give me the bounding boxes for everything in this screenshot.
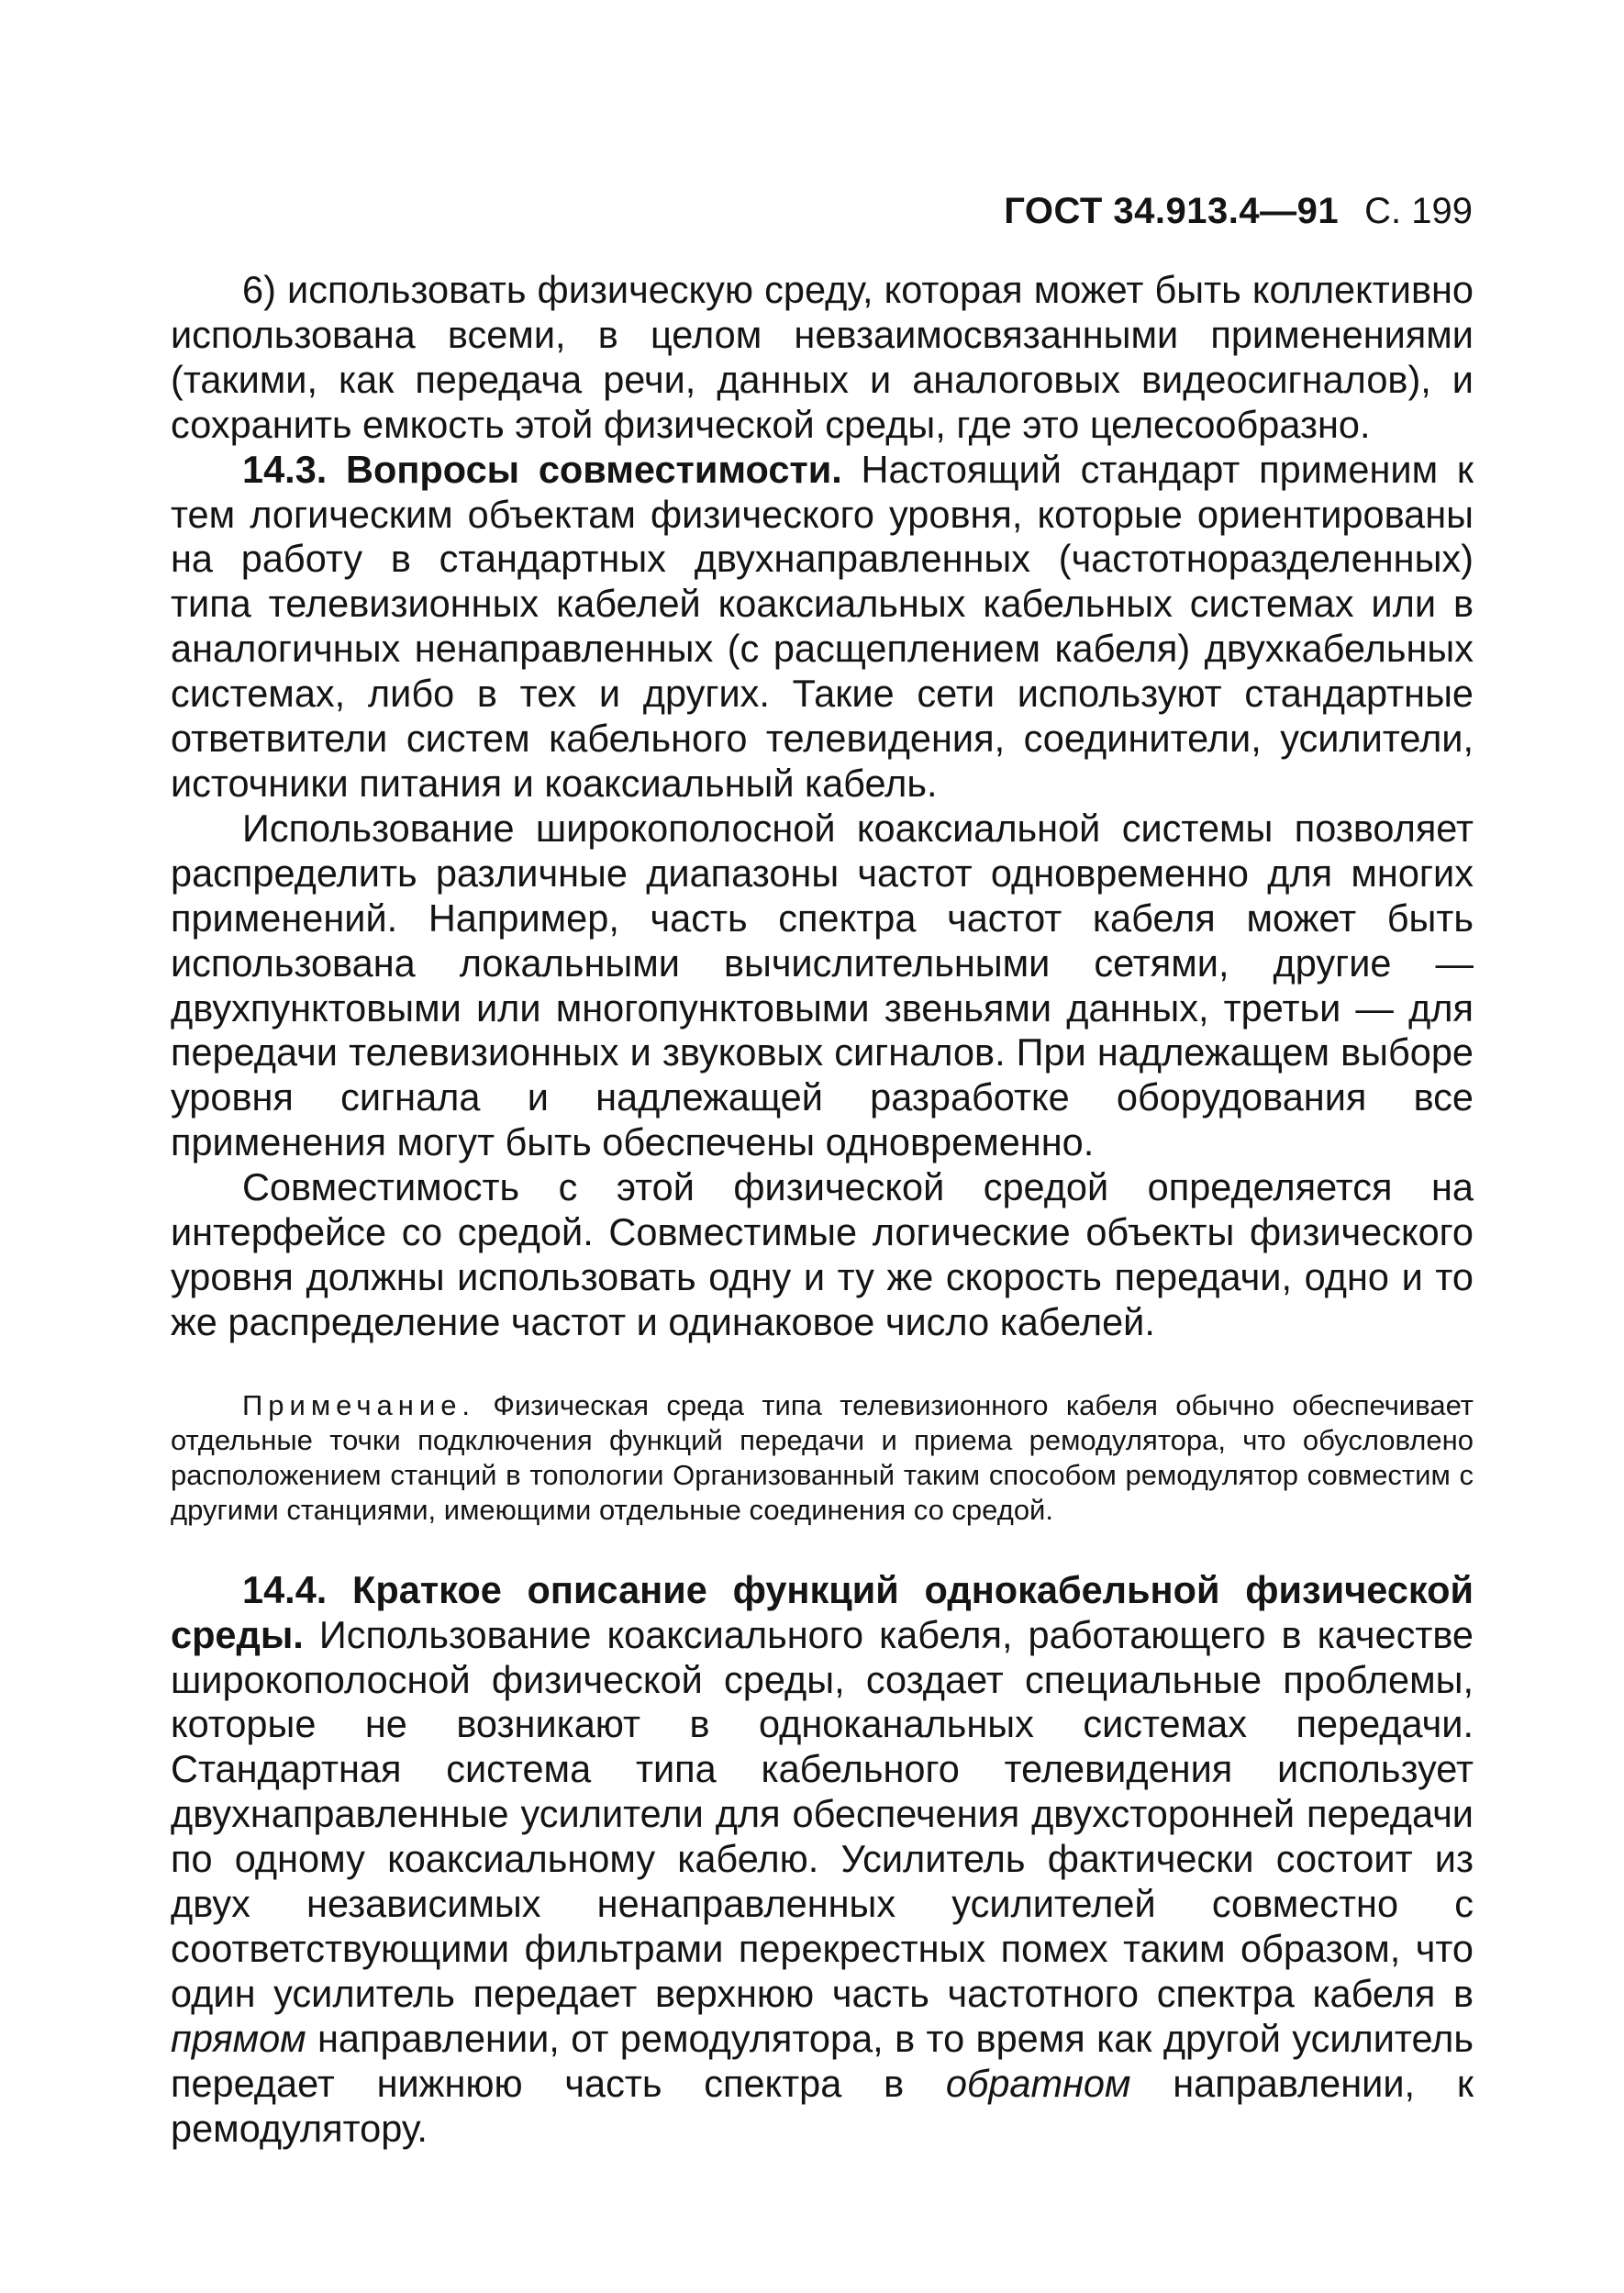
section-text-14-4-c: направлении, к ремодулятору. [171, 2061, 1474, 2150]
section-text-14-4-a: Использование коаксиального кабеля, работающего в качестве широкополосной физической среды, создает специальные проблемы, которые не возникают в одноканальных системах передачи. Стандартная система типа кабельного телевидения использует двухнаправленные усилители для обеспечения двухсторонней передачи по одному коаксиальному кабелю. Усилитель фактически состоит из двух независимых ненаправленных усилителей совместно с соответствующими фильтрами перекрестных помех таким образом, что один усилитель передает верхнюю часть частотного спектра кабеля в [171, 1612, 1474, 2015]
document-body [171, 268, 1474, 2152]
emphasis-reverse: обратном [945, 2061, 1131, 2105]
section-heading-14-4: 14.4. Краткое описание функций однокабельной физической среды. [171, 1567, 1474, 1656]
note-text: Физическая среда типа телевизионного кабеля обычно обеспечивает отдельные точки подключения функций передачи и приема ремодулятора, что обусловлено расположением станций в топологии Организованный таким способом ремодулятор совместим с другими станциями, имеющими отдельные соединения со средой. [171, 1388, 1474, 1526]
standard-number: ГОСТ 34.913.4—91 [1004, 191, 1340, 231]
emphasis-forward: прямом [171, 2016, 306, 2060]
note [171, 1388, 1474, 1528]
page-number: С. 199 [1364, 191, 1473, 231]
paragraph-14-4 [171, 1568, 1474, 2152]
section-heading-14-3: 14.3. Вопросы совместимости. [242, 447, 842, 491]
paragraph-14-3 [171, 448, 1474, 807]
section-text-14-3: Настоящий стандарт применим к тем логическим объектам физического уровня, которые ориентированы на работу в стандартных двухнаправленных (частотноразделенных) типа телевизионных кабелей коаксиальных кабельных системах или в аналогичных ненаправленных (с расщеплением кабеля) двухкабельных системах, либо в тех и других. Такие сети используют стандартные ответвители систем кабельного телевидения, соединители, усилители, источники питания и коаксиальный кабель. [171, 447, 1474, 805]
page-header [996, 188, 1473, 234]
paragraph-broadband-use: Использование широкополосной коаксиальной системы позволяет распределить различные диапазоны частот одновременно для многих применений. Например, часть спектра частот кабеля может быть использована локальными вычислительными сетями, другие — двухпунктовыми или многопунктовыми звеньями данных, третьи — для передачи телевизионных и звуковых сигналов. При надлежащем выборе уровня сигнала и надлежащей разработке оборудования все применения могут быть обеспечены одновременно. [171, 806, 1474, 1164]
paragraph-item-6: 6) использовать физическую среду, которая может быть коллективно использована всеми, в целом невзаимосвязанными применениями (такими, как передача речи, данных и аналоговых видеосигналов), и сохранить емкость этой физической среды, где это целесообразно. [171, 268, 1474, 446]
paragraph-compatibility: Совместимость с этой физической средой определяется на интерфейсе со средой. Совместимые логические объекты физического уровня должны использовать одну и ту же скорость передачи, одно и то же распределение частот и одинаковое число кабелей. [171, 1165, 1474, 1343]
note-label: Примечание. [242, 1388, 476, 1421]
section-text-14-4-b: направлении, от ремодулятора, в то время как другой усилитель передает нижнюю часть спектра в [171, 2016, 1474, 2105]
